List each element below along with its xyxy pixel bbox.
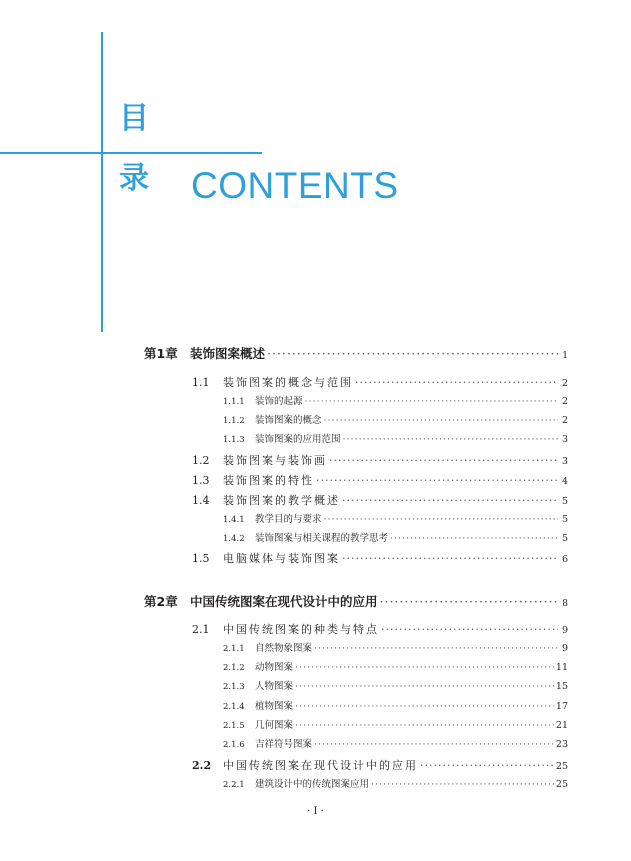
toc-entry-number: 第2章 — [144, 594, 178, 609]
toc-page-number: 9 — [561, 625, 568, 636]
toc-entry-number: 2.2.1 — [223, 780, 245, 790]
toc-page-number: 3 — [561, 434, 568, 445]
heading-char-mu: 目 — [119, 101, 149, 136]
toc-page-number: 2 — [561, 415, 568, 426]
toc-entry-title: 装饰图案的特性 — [223, 474, 314, 487]
toc-page-number: 9 — [561, 643, 568, 654]
toc-dot-leader — [342, 494, 558, 507]
toc-entry-title: 装饰图案与装饰画 — [223, 454, 327, 467]
toc-dot-leader — [267, 346, 558, 361]
toc-entry-title: 中国传统图案在现代设计中的应用 — [223, 759, 418, 772]
heading-char-lu: 录 — [119, 161, 149, 196]
toc-page-number: 15 — [555, 681, 568, 692]
toc-entry-title: 吉祥符号图案 — [255, 739, 313, 750]
toc-section-row[interactable] — [192, 492, 568, 508]
toc-subsection-row[interactable] — [223, 511, 568, 525]
toc-dot-leader — [314, 643, 558, 654]
toc-page-number: 2 — [561, 378, 568, 389]
toc-entry-title: 动物图案 — [255, 662, 294, 673]
toc-chapter-row[interactable] — [144, 592, 568, 610]
toc-subsection-row[interactable] — [223, 776, 568, 790]
toc-subsection-row[interactable] — [223, 736, 568, 750]
toc-dot-leader — [420, 759, 554, 772]
toc-subsection-row[interactable] — [223, 530, 568, 544]
toc-dot-leader — [342, 552, 558, 565]
toc-entry-number: 1.1 — [192, 376, 210, 389]
toc-entry-number: 1.1.3 — [223, 435, 245, 445]
toc-dot-leader — [381, 623, 558, 636]
toc-dot-leader — [295, 662, 554, 673]
toc-subsection-row[interactable] — [223, 431, 568, 445]
toc-dot-leader — [295, 720, 554, 731]
toc-section-row[interactable] — [192, 472, 568, 488]
toc-section-row[interactable] — [192, 621, 568, 637]
toc-dot-leader — [295, 681, 554, 692]
toc-entry-number: 1.5 — [192, 552, 210, 565]
toc-section-row[interactable] — [192, 550, 568, 566]
toc-subsection-row[interactable] — [223, 659, 568, 673]
toc-page-number: 23 — [555, 739, 568, 750]
toc-subsection-row[interactable] — [223, 698, 568, 712]
toc-entry-number: 2.1.6 — [223, 740, 245, 750]
toc-entry-number: 1.4.2 — [223, 534, 245, 544]
toc-entry-title: 装饰图案概述 — [190, 346, 266, 361]
contents-heading: CONTENTS — [191, 165, 399, 206]
toc-subsection-row[interactable] — [223, 640, 568, 654]
toc-entry-title: 人物图案 — [255, 681, 294, 692]
toc-entry-number: 1.1.1 — [223, 397, 245, 407]
toc-page-number: 2 — [561, 396, 568, 407]
toc-page-number: 5 — [561, 514, 568, 525]
toc-page-number: 5 — [561, 496, 568, 507]
toc-entry-number: 1.4.1 — [223, 515, 245, 525]
toc-entry-title: 教学目的与要求 — [255, 514, 322, 525]
toc-page-number: 11 — [555, 662, 568, 673]
toc-entry-number: 2.1.4 — [223, 702, 245, 712]
toc-entry-number: 2.1.5 — [223, 721, 245, 731]
toc-subsection-row[interactable] — [223, 412, 568, 426]
toc-dot-leader — [324, 514, 558, 525]
toc-subsection-row[interactable] — [223, 393, 568, 407]
toc-entry-number: 2.1.1 — [223, 644, 245, 654]
toc-entry-title: 装饰图案的概念 — [255, 415, 322, 426]
toc-page-number: 3 — [561, 456, 568, 467]
toc-entry-number: 2.1.3 — [223, 682, 245, 692]
toc-dot-leader — [314, 739, 554, 750]
toc-dot-leader — [355, 376, 558, 389]
toc-page-number: 6 — [561, 554, 568, 565]
toc-dot-leader — [324, 415, 558, 426]
toc-page-number: 8 — [562, 599, 568, 609]
toc-entry-number: 2.1 — [192, 623, 210, 636]
toc-page-number: 25 — [555, 779, 568, 790]
toc-dot-leader — [380, 594, 558, 609]
toc-entry-number: 1.1.2 — [223, 416, 245, 426]
toc-entry-number: 1.2 — [192, 454, 210, 467]
toc-entry-number: 2.2 — [192, 759, 212, 772]
toc-entry-title: 植物图案 — [255, 701, 294, 712]
toc-entry-number: 1.3 — [192, 474, 210, 487]
toc-page-number: 4 — [561, 476, 568, 487]
toc-dot-leader — [343, 434, 558, 445]
toc-chapter-row[interactable] — [144, 344, 568, 362]
toc-entry-title: 中国传统图案的种类与特点 — [223, 623, 379, 636]
toc-entry-title: 装饰图案与相关课程的教学思考 — [255, 533, 389, 544]
toc-section-row[interactable] — [192, 374, 568, 390]
toc-dot-leader — [295, 701, 554, 712]
toc-dot-leader — [329, 454, 558, 467]
toc-entry-title: 中国传统图案在现代设计中的应用 — [190, 594, 378, 609]
toc-subsection-row[interactable] — [223, 678, 568, 692]
toc-page-number: 1 — [562, 351, 568, 361]
toc-section-row[interactable] — [192, 757, 568, 773]
toc-dot-leader — [316, 474, 558, 487]
toc-entry-title: 装饰图案的教学概述 — [223, 494, 340, 507]
toc-entry-number: 第1章 — [144, 346, 178, 361]
toc-entry-title: 自然物象图案 — [255, 643, 313, 654]
toc-page-number: 21 — [555, 720, 568, 731]
toc-entry-title: 几何图案 — [255, 720, 294, 731]
toc-page-number: 5 — [561, 533, 568, 544]
toc-entry-number: 1.4 — [192, 494, 210, 507]
toc-subsection-row[interactable] — [223, 717, 568, 731]
toc-entry-title: 装饰的起源 — [255, 396, 303, 407]
toc-entry-title: 装饰图案的概念与范围 — [223, 376, 353, 389]
toc-dot-leader — [390, 533, 558, 544]
toc-section-row[interactable] — [192, 452, 568, 468]
page-number-footer: · I · — [307, 806, 324, 817]
toc-page-number: 17 — [555, 701, 568, 712]
toc-entry-number: 2.1.2 — [223, 663, 245, 673]
toc-dot-leader — [371, 779, 554, 790]
toc-entry-title: 电脑媒体与装饰图案 — [223, 552, 340, 565]
toc-dot-leader — [305, 396, 558, 407]
toc-page-number: 25 — [555, 761, 568, 772]
toc-entry-title: 建筑设计中的传统图案应用 — [255, 779, 370, 790]
toc-entry-title: 装饰图案的应用范围 — [255, 434, 341, 445]
